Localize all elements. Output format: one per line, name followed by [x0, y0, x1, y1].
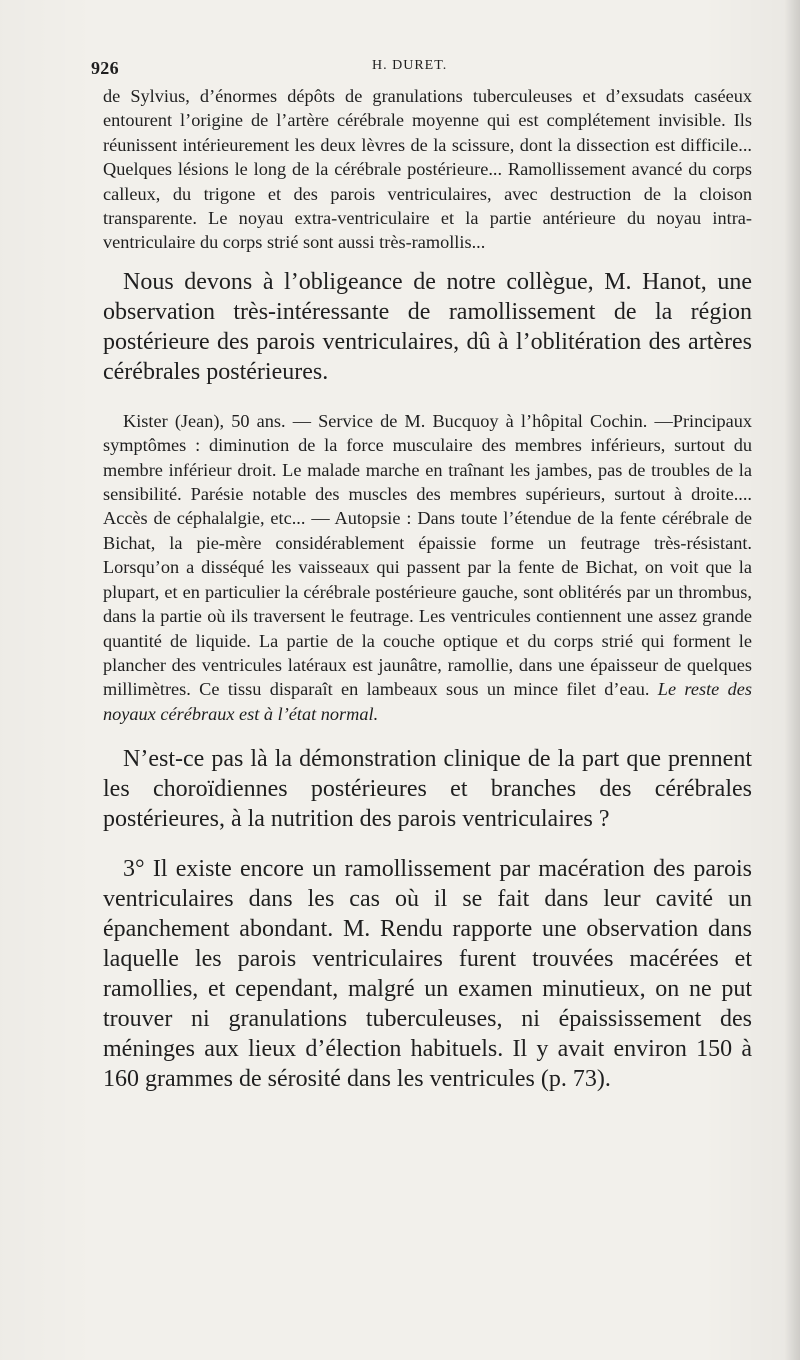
paragraph-1: de Sylvius, d’énormes dépôts de granulations tuberculeuses et d’exsudats caséeux entourent l’origine de l’artère cérébrale moyenne qui est complétement invisible. Ils réunissent intérieurement les deux lèvres de la scissure, dont la dissection est difficile... Quelques lésions le long de la cérébrale postérieure... Ramollissement avancé du corps calleux, du trigone et des parois ventriculaires, avec destruction de la cloison transparente. Le noyau extra-ventriculaire et la partie antérieure du noyau intra-ventriculaire du corps strié sont aussi très-ramollis...: [103, 86, 752, 253]
paragraph-4: N’est-ce pas là la démonstration clinique de la part que prennent les choroïdiennes postérieures et branches des cérébrales postérieures, à la nutrition des parois ventriculaires ?: [103, 746, 752, 833]
paragraph-3-main: Kister (Jean), 50 ans. — Service de M. Bucquoy à l’hôpital Cochin. —Principaux symptômes : diminution de la force musculaire des membres inférieurs, surtout du membre inférieur droit. Le malade marche en traînant les jambes, pas de troubles de la sensibilité. Parésie notable des muscles des membres supérieurs, surtout à droite.... Accès de céphalalgie, etc... — Autopsie : Dans toute l’étendue de la fente cérébrale de Bichat, la pie-mère considérablement épaissie forme un feutrage très-résistant. Lorsqu’on a disséqué les vaisseaux qui passent par la fente de Bichat, on voit que la plupart, et en particulier la cérébrale postérieure gauche, sont oblitérés par un thrombus, dans la partie où ils traversent le feutrage. Les ventricules contiennent une assez grande quantité de liquide. La partie de la couche optique et du corps strié qui forment le plancher des ventricules latéraux est jaunâtre, ramollie, dans une épaisseur de quelques millimètres. Ce tissu disparaît en lambeaux sous un mince filet d’eau.: [103, 410, 752, 700]
page-number: 926: [91, 58, 119, 78]
page-edge-shadow: [784, 0, 800, 1360]
running-title: H. DURET.: [372, 58, 448, 73]
paragraph-5: 3° Il existe encore un ramollissement par macération des parois ventriculaires dans les cas où il se fait dans leur cavité un épanchement abondant. M. Rendu rapporte une observation dans laquelle les parois ventriculaires furent trouvées macérées et ramollies, et cependant, malgré un examen minutieux, on ne put trouver ni granulations tuberculeuses, ni épaississement des méninges aux lieux d’élection habituels. Il y avait environ 150 à 160 grammes de sérosité dans les ventricules (p. 73).: [103, 856, 752, 1093]
paragraph-3: [103, 409, 752, 726]
running-head: [91, 50, 752, 84]
paragraph-3-italic: Le reste des noyaux cérébraux est à l’état normal.: [103, 679, 752, 724]
paragraph-2: Nous devons à l’obligeance de notre collègue, M. Hanot, une observation très-intéressante de ramollissement de la région postérieure des parois ventriculaires, dû à l’oblitération des artères cérébrales postérieures.: [103, 268, 752, 385]
